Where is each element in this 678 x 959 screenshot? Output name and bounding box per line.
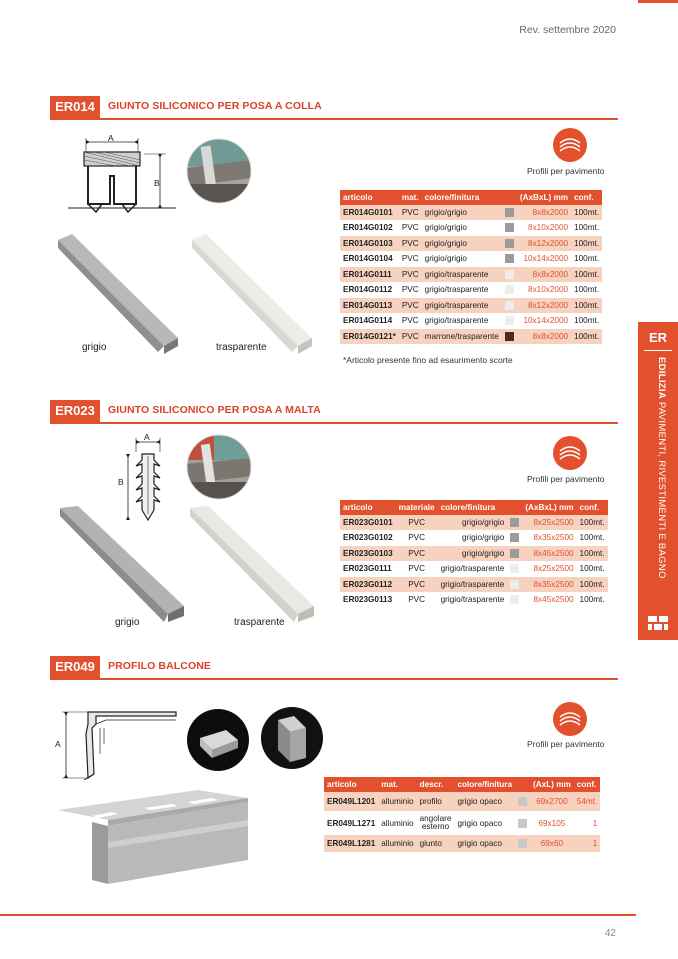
col-mat: mat. [399,190,422,205]
floor-profile-icon [553,436,587,470]
table-header-row [340,500,608,515]
color-swatch-transparent [505,285,514,294]
floor-profile-logo [553,436,587,475]
floor-profile-icon [553,128,587,162]
table-row: ER023G0113 PVC grigio/trasparente 8x45x2500 100mt. [340,592,608,608]
col-swatch [515,777,530,792]
color-swatch-grey [518,819,527,828]
table-header-row [340,190,602,205]
drawing-label-b: B [118,477,124,487]
er049-balcony-profile-image [52,786,256,890]
stock-note: *Articolo presente fino ad esaurimento scorte [343,355,513,365]
section-code: ER014 [50,96,100,118]
table-row: ER049L1281 alluminio giunto grigio opaco 69x60 1 [324,835,600,853]
table-row: ER014G0113 PVC grigio/trasparente 8x12x2000 100mt. [340,298,602,314]
floor-profile-logo [553,128,587,167]
col-articolo: articolo [324,777,378,792]
table-row: ER014G0102 PVC grigio/grigio 8x10x2000 100mt. [340,220,602,236]
table-row: ER014G0114 PVC grigio/trasparente 10x14x2000 100mt. [340,313,602,329]
caption-transparent: trasparente [234,617,285,628]
section-header-er023 [50,400,618,422]
col-colore: colore/finitura [422,190,502,205]
col-dim: (AxBxL) mm [517,190,571,205]
caption-grey: grigio [82,342,107,353]
drawing-label-b: B [154,178,160,188]
floor-profile-caption: Profili per pavimento [527,474,605,484]
table-row: ER014G0101 PVC grigio/grigio 8x8x2000 100mt. [340,205,602,220]
section-title: GIUNTO SILICONICO PER POSA A MALTA [108,404,321,416]
section-title: PROFILO BALCONE [108,660,211,672]
er049-section-drawing [48,704,180,784]
color-swatch-grey [505,239,514,248]
caption-transparent: trasparente [216,342,267,353]
color-swatch-grey [518,839,527,848]
col-mat: mat. [378,777,416,792]
color-swatch-grey [518,797,527,806]
col-conf: conf. [571,190,602,205]
section-divider [50,118,618,120]
caption-grey: grigio [115,617,140,628]
section-code: ER049 [50,656,100,678]
er014-profile-transparent-image [192,234,316,354]
footer-divider [0,914,636,916]
bricks-icon [648,616,668,630]
color-swatch-transparent [505,270,514,279]
col-conf: conf. [577,500,608,515]
table-row: ER014G0112 PVC grigio/trasparente 8x10x2000 100mt. [340,282,602,298]
table-header-row [324,777,600,792]
color-swatch-grey [505,254,514,263]
col-articolo: articolo [340,190,399,205]
er049-corner-photo [186,708,250,772]
er023-installation-photo [186,434,252,500]
er014-profile-grey-image [58,234,182,354]
floor-profile-caption: Profili per pavimento [527,739,605,749]
color-swatch-transparent [505,301,514,310]
drawing-label-a: A [144,432,150,442]
er049-table [324,777,600,853]
drawing-label-a: A [55,739,61,749]
drawing-label-a: A [108,133,114,143]
floor-profile-icon [553,702,587,736]
er023-table [340,500,608,608]
color-swatch-transparent [505,316,514,325]
er014-table [340,190,602,345]
table-row: ER023G0103 PVC grigio/grigio 8x45x2500 100mt. [340,546,608,562]
floor-profile-logo [553,702,587,741]
side-tab-code: ER [648,330,668,345]
table-row: ER014G0103 PVC grigio/grigio 8x12x2000 100mt. [340,236,602,252]
table-row: ER023G0101 PVC grigio/grigio 8x25x2500 100mt. [340,515,608,530]
color-swatch-grey [505,208,514,217]
col-colore: colore/finitura [438,500,508,515]
revision-label: Rev. settembre 2020 [519,24,616,36]
table-row: ER014G0121* PVC marrone/trasparente 8x8x2000 100mt. [340,329,602,345]
col-dim: (AxL) mm [530,777,574,792]
table-row: ER049L1271 alluminio angolare esterno grigio opaco 69x105 1 [324,812,600,835]
color-swatch-grey [505,223,514,232]
side-tab-divider [644,350,672,351]
top-accent-bar [638,0,678,3]
col-swatch [507,500,522,515]
section-code: ER023 [50,400,100,422]
table-row: ER023G0112 PVC grigio/trasparente 8x35x2500 100mt. [340,577,608,593]
er014-installation-photo [186,138,252,204]
floor-profile-caption: Profili per pavimento [527,166,605,176]
table-row: ER023G0111 PVC grigio/trasparente 8x25x2500 100mt. [340,561,608,577]
section-divider [50,678,618,680]
col-conf: conf. [574,777,600,792]
section-header-er014 [50,96,618,118]
color-swatch-grey [510,549,519,558]
section-divider [50,422,618,424]
table-row: ER014G0111 PVC grigio/trasparente 8x8x2000 100mt. [340,267,602,283]
er014-section-drawing [66,132,178,218]
col-swatch [502,190,517,205]
color-swatch-transparent [510,564,519,573]
table-row: ER049L1201 alluminio profilo grigio opaco 69x2700 54mt. [324,792,600,812]
col-descr: descr. [417,777,455,792]
col-materiale: materiale [396,500,438,515]
side-category-tab[interactable] [638,322,678,640]
er023-profile-grey-image [60,506,186,624]
color-swatch-transparent [510,580,519,589]
col-dim: (AxBxL) mm [522,500,576,515]
col-colore: colore/finitura [454,777,515,792]
color-swatch-brown [505,332,514,341]
table-row: ER014G0104 PVC grigio/grigio 10x14x2000 100mt. [340,251,602,267]
color-swatch-grey [510,533,519,542]
col-articolo: articolo [340,500,396,515]
section-header-er049 [50,656,618,678]
color-swatch-transparent [510,595,519,604]
section-title: GIUNTO SILICONICO PER POSA A COLLA [108,100,322,112]
color-swatch-grey [510,518,519,527]
page-number: 42 [604,928,616,939]
er023-profile-transparent-image [190,506,316,624]
side-tab-label: EDILIZIA PAVIMENTI, RIVESTIMENTI E BAGNO [656,357,667,579]
table-row: ER023G0102 PVC grigio/grigio 8x35x2500 100mt. [340,530,608,546]
er049-joint-photo [260,706,324,770]
